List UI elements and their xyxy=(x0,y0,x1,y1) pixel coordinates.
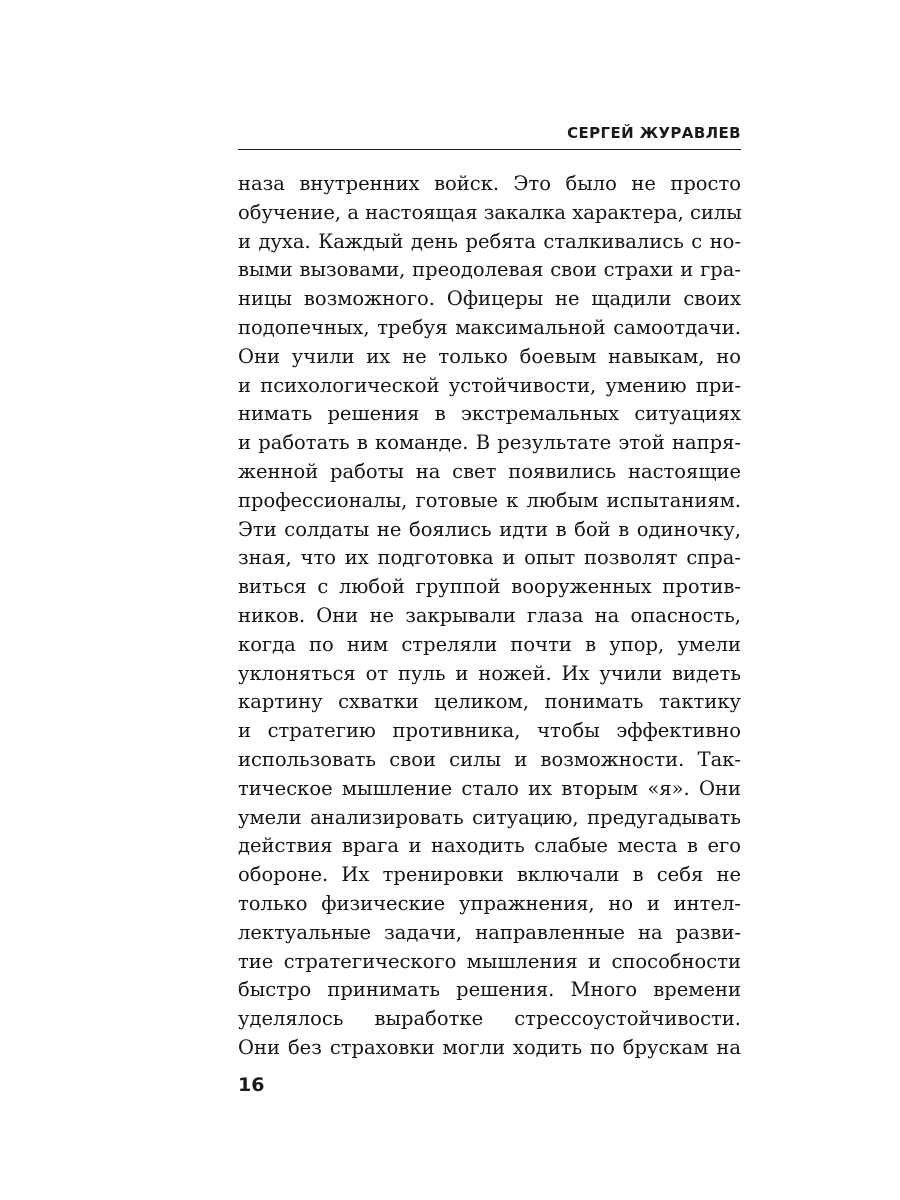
text-line: профессионалы, готовые к любым испытаниям. xyxy=(238,488,741,512)
text-line: умели анализировать ситуацию, предугадывать xyxy=(238,805,741,829)
text-line: женной работы на свет появились настоящие xyxy=(238,459,741,483)
text-line: только физические упражнения, но и интел- xyxy=(238,891,741,915)
text-line: быстро принимать решения. Много времени xyxy=(238,978,741,1002)
text-line: подопечных, требуя максимальной самоотдачи. xyxy=(238,315,741,339)
text-line: зная, что их подготовка и опыт позволят спра- xyxy=(238,546,741,570)
text-line: наза внутренних войск. Это было не просто xyxy=(238,172,741,195)
text-line: Эти солдаты не боялись идти в бой в одиночку, xyxy=(238,517,741,541)
text-line: использовать свои силы и возможности. Так- xyxy=(238,747,741,771)
text-line: уделялось выработке стрессоустойчивости. xyxy=(238,1007,741,1031)
text-line: ников. Они не закрывали глаза на опасность, xyxy=(238,603,741,627)
text-line: нимать решения в экстремальных ситуациях xyxy=(238,402,741,426)
text-line: лектуальные задачи, направленные на разви- xyxy=(238,920,741,944)
text-line: когда по ним стреляли почти в упор, умели xyxy=(238,632,741,656)
page-number: 16 xyxy=(238,1074,265,1096)
text-line: и работать в команде. В результате этой напря- xyxy=(238,431,741,455)
text-line: и духа. Каждый день ребята сталкивались с но- xyxy=(238,229,741,253)
text-line: Они учили их не только боевым навыкам, но xyxy=(238,344,741,368)
text-line: тическое мышление стало их вторым «я». Они xyxy=(238,776,741,800)
text-line: действия врага и находить слабые места в его xyxy=(238,834,741,858)
body-text xyxy=(238,170,741,1063)
text-line: тие стратегического мышления и способности xyxy=(238,949,741,973)
text-line: и стратегию противника, чтобы эффективно xyxy=(238,719,741,743)
text-line: ницы возможного. Офицеры не щадили своих xyxy=(238,287,741,311)
text-line: и психологической устойчивости, умению при- xyxy=(238,373,741,397)
text-line: Они без страховки могли ходить по брускам на xyxy=(238,1035,741,1059)
text-line: выми вызовами, преодолевая свои страхи и гра- xyxy=(238,258,741,282)
text-line: обучение, а настоящая закалка характера, силы xyxy=(238,200,742,224)
text-line: уклоняться от пуль и ножей. Их учили видеть xyxy=(238,661,741,685)
text-line: виться с любой группой вооруженных против- xyxy=(238,575,741,599)
header-rule xyxy=(238,149,741,150)
text-line: картину схватки целиком, понимать тактику xyxy=(238,690,741,714)
text-line: обороне. Их тренировки включали в себя не xyxy=(238,863,741,887)
running-head: СЕРГЕЙ ЖУРАВЛЕВ xyxy=(567,124,741,142)
